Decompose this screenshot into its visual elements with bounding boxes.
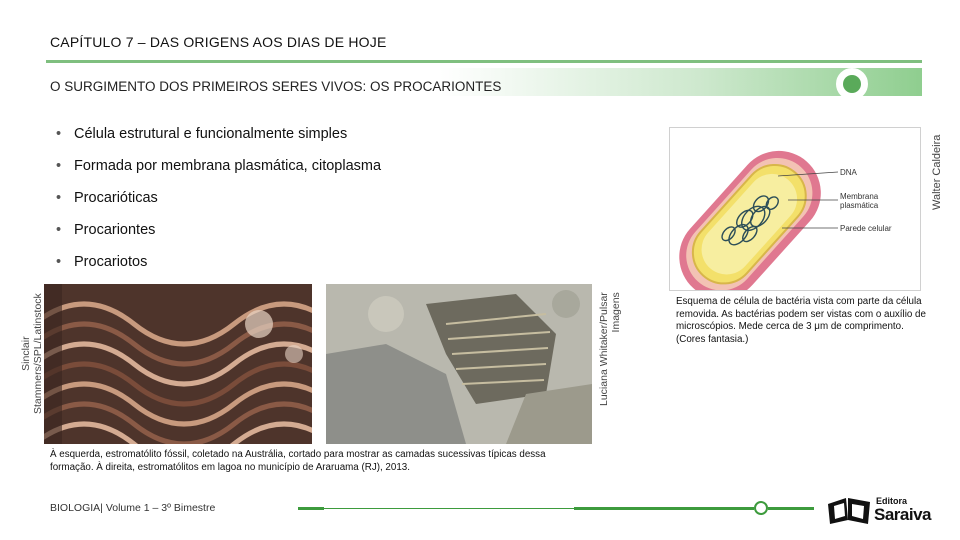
photo-caption: À esquerda, estromatólito fóssil, coletado na Austrália, cortado para mostrar as camadas sucessivas típicas dessa formação. À direita, estromatólitos em lagoa no município de Araruama (RJ), 2013. bbox=[50, 449, 546, 473]
section-title: O SURGIMENTO DOS PRIMEIROS SERES VIVOS: OS PROCARIONTES bbox=[50, 79, 502, 94]
bullet-item bbox=[56, 184, 381, 216]
photo-credit-left bbox=[20, 293, 44, 414]
bullet-item bbox=[56, 152, 381, 184]
header-divider bbox=[46, 60, 922, 63]
bullet-dot: • bbox=[56, 126, 62, 142]
bullet-text: Procariotos bbox=[74, 254, 148, 270]
bacteria-cell-illustration bbox=[670, 128, 920, 290]
photo-credit-left-line2: Stammers/SPL/Latinstock bbox=[32, 293, 44, 414]
lagoon-stromatolite-image bbox=[326, 284, 592, 444]
photo-credit-right-line1: Luciana Whitaker/Pulsar bbox=[598, 292, 610, 406]
bullet-text: Célula estrutural e funcionalmente simples bbox=[74, 126, 348, 142]
bullet-dot: • bbox=[56, 222, 62, 238]
membrane-label-2: plasmática bbox=[840, 201, 879, 210]
chapter-title: CAPÍTULO 7 – DAS ORIGENS AOS DIAS DE HOJE bbox=[50, 34, 387, 50]
photo-credit-left-line1: Sinclair bbox=[20, 336, 32, 371]
bullet-item bbox=[56, 216, 381, 248]
bullet-item bbox=[56, 120, 381, 152]
logo-text-editora: Editora bbox=[876, 496, 908, 506]
wall-label: Parede celular bbox=[840, 224, 892, 233]
bullet-item bbox=[56, 248, 381, 280]
photo-credit-right bbox=[598, 292, 622, 406]
bacteria-cell-figure bbox=[669, 127, 921, 291]
bullet-text: Procariontes bbox=[74, 222, 156, 238]
footer-line-mid bbox=[324, 508, 574, 509]
fossil-stromatolite-photo bbox=[44, 284, 312, 444]
footer-line-end bbox=[768, 507, 814, 510]
fossil-stromatolite-image bbox=[44, 284, 312, 444]
membrane-label-1: Membrana bbox=[840, 192, 879, 201]
bullet-dot: • bbox=[56, 190, 62, 206]
footer-circle-icon bbox=[754, 501, 768, 515]
cell-caption: Esquema de célula de bactéria vista com parte da célula removida. As bactérias podem ser vistas com o auxílio de microscópios. Mede cerca de 3 μm de comprimento. (Cores fantasia.) bbox=[676, 296, 926, 345]
footer-line-left bbox=[298, 507, 324, 510]
bullet-list bbox=[56, 120, 381, 280]
section-circle-icon bbox=[836, 68, 868, 100]
bullet-text: Procarióticas bbox=[74, 190, 158, 206]
bullet-dot: • bbox=[56, 254, 62, 270]
bullet-text: Formada por membrana plasmática, citoplasma bbox=[74, 158, 382, 174]
footer-text: BIOLOGIA| Volume 1 – 3º Bimestre bbox=[50, 502, 216, 514]
lagoon-stromatolite-photo bbox=[326, 284, 592, 444]
dna-label: DNA bbox=[840, 168, 857, 177]
logo-text-saraiva: Saraiva bbox=[874, 505, 931, 524]
photo-credit-right-line2: Imagens bbox=[610, 292, 622, 333]
footer-line-right bbox=[574, 507, 754, 510]
cell-credit: Walter Caldeira bbox=[931, 134, 943, 210]
bullet-dot: • bbox=[56, 158, 62, 174]
